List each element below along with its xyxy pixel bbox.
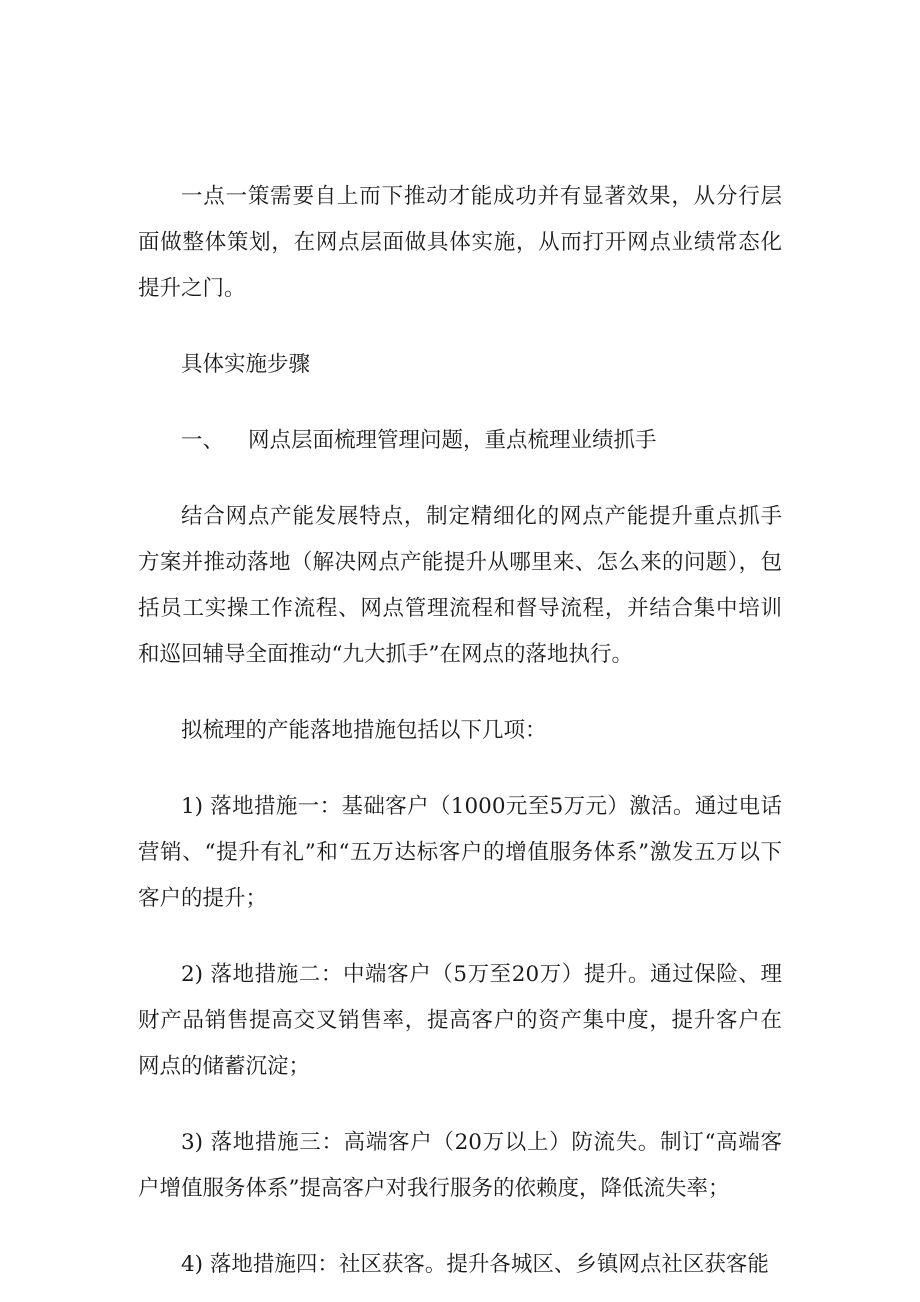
measure-item-4: 4) 落地措施四：社区获客。提升各城区、乡镇网点社区获客能: [181, 1252, 769, 1277]
intro-paragraph: 一点一策需要自上而下推动才能成功并有显著效果，从分行层面做整体策划，在网点层面做具体实施，从而打开网点业绩常态化提升之门。: [138, 184, 782, 301]
heading-number: 一、: [181, 428, 225, 453]
section-heading-1: [138, 418, 782, 464]
measure-item-3: 3) 落地措施三：高端客户（20万以上）防流失。制订“高端客户增值服务体系”提高客户对我行服务的依赖度，降低流失率；: [138, 1130, 782, 1201]
heading-text: 网点层面梳理管理问题，重点梳理业绩抓手: [248, 428, 657, 453]
section-title: 具体实施步骤: [181, 352, 311, 377]
measures-intro: 拟梳理的产能落地措施包括以下几项：: [181, 718, 547, 743]
body-paragraph: 结合网点产能发展特点，制定精细化的网点产能提升重点抓手方案并推动落地（解决网点产能提升从哪里来、怎么来的问题），包括员工实操工作流程、网点管理流程和督导流程，并结合集中培训和巡回辅导全面推动“九大抓手”在网点的落地执行。: [138, 504, 782, 667]
measure-item-2: 2) 落地措施二：中端客户（5万至20万）提升。通过保险、理财产品销售提高交叉销售率，提高客户的资产集中度，提升客户在网点的储蓄沉淀；: [138, 962, 782, 1079]
measure-item-1: 1) 落地措施一：基础客户（1000元至5万元）激活。通过电话营销、“提升有礼”和“五万达标客户的增值服务体系”激发五万以下客户的提升；: [138, 794, 782, 911]
